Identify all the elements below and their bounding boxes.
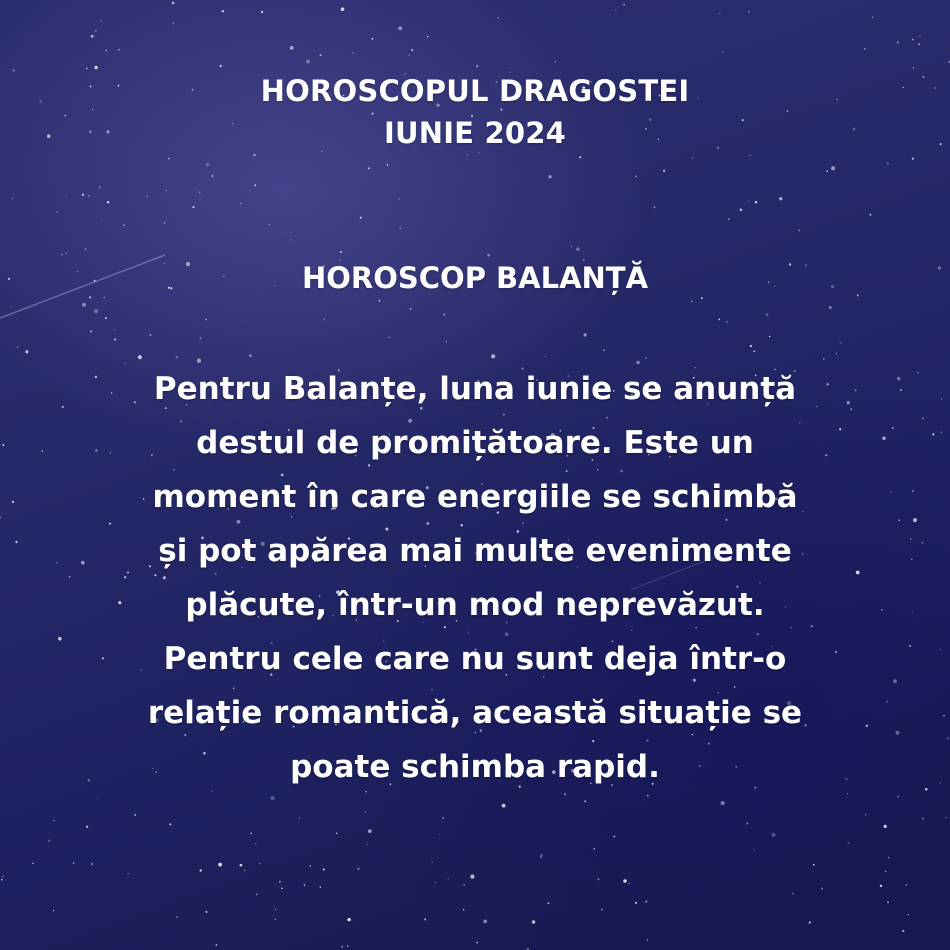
star	[290, 46, 294, 50]
paragraph-line: destul de promițătoare. Este un	[196, 425, 754, 461]
star	[149, 334, 151, 336]
star	[601, 909, 602, 910]
star	[114, 329, 115, 330]
star	[176, 916, 178, 918]
star	[829, 306, 832, 309]
star	[917, 372, 919, 374]
paragraph-line: plăcute, într-un mod neprevăzut.	[185, 587, 765, 623]
star	[613, 836, 615, 838]
star	[398, 27, 402, 31]
star	[168, 158, 170, 160]
star	[218, 863, 222, 867]
star	[114, 338, 116, 340]
star	[922, 818, 924, 820]
star	[259, 863, 260, 864]
star	[65, 194, 66, 195]
star	[2, 444, 4, 446]
star	[497, 17, 499, 19]
star	[910, 538, 911, 539]
star	[746, 822, 748, 824]
star	[96, 797, 97, 798]
star	[176, 356, 178, 358]
star	[306, 60, 310, 64]
star	[399, 228, 401, 230]
star	[897, 41, 899, 43]
star	[88, 195, 90, 197]
star	[840, 343, 841, 344]
star	[279, 881, 281, 883]
star	[912, 612, 913, 613]
star	[902, 930, 904, 932]
star	[866, 725, 868, 727]
star	[945, 817, 946, 818]
star	[491, 354, 495, 358]
star	[424, 918, 426, 920]
star	[623, 879, 627, 883]
star	[884, 825, 887, 828]
star	[623, 4, 625, 6]
star	[388, 337, 390, 339]
star	[463, 909, 465, 911]
star	[898, 519, 900, 521]
star	[940, 649, 941, 650]
star	[502, 804, 506, 808]
star	[261, 11, 263, 13]
star	[913, 67, 915, 69]
star	[813, 864, 815, 866]
star	[755, 201, 757, 203]
star	[823, 358, 825, 360]
star	[483, 919, 487, 923]
star	[82, 194, 84, 196]
star	[532, 920, 535, 923]
sign-heading: HOROSCOP BALANȚĂ	[301, 261, 649, 295]
star	[172, 2, 175, 5]
star	[792, 893, 794, 895]
star	[164, 222, 166, 224]
star	[304, 884, 306, 886]
star	[269, 224, 270, 225]
star	[81, 561, 85, 565]
star	[411, 49, 413, 51]
star	[73, 862, 75, 864]
star	[476, 65, 478, 67]
star	[540, 856, 542, 858]
star	[66, 253, 68, 255]
star	[220, 65, 222, 67]
star	[410, 308, 412, 310]
star	[897, 796, 899, 798]
star	[941, 398, 942, 399]
star	[653, 206, 655, 208]
star	[320, 887, 321, 888]
star	[323, 868, 325, 870]
star	[925, 788, 928, 791]
star	[101, 220, 102, 221]
star	[841, 341, 842, 342]
star	[427, 36, 428, 37]
star	[1, 879, 3, 881]
star	[912, 39, 914, 41]
star	[881, 609, 882, 610]
star	[635, 176, 636, 177]
star	[94, 309, 98, 313]
star	[921, 542, 923, 544]
star	[721, 801, 725, 805]
star	[912, 158, 914, 160]
star	[15, 541, 17, 543]
star	[255, 843, 257, 845]
star	[299, 817, 300, 818]
star	[645, 901, 647, 903]
star	[722, 51, 723, 52]
star	[447, 878, 449, 880]
star	[886, 700, 888, 702]
star	[540, 854, 542, 856]
star	[443, 313, 445, 315]
star	[821, 888, 823, 890]
star	[548, 175, 551, 178]
star	[809, 921, 811, 923]
star	[943, 715, 945, 717]
star	[310, 865, 311, 866]
star	[199, 191, 201, 193]
star	[893, 679, 897, 683]
star	[365, 811, 366, 812]
star	[748, 11, 749, 12]
star	[85, 248, 87, 250]
star	[138, 355, 142, 359]
star	[692, 157, 694, 159]
star	[647, 795, 649, 797]
star	[663, 169, 666, 172]
star	[869, 214, 871, 216]
star	[91, 863, 93, 865]
star	[275, 919, 276, 920]
star	[367, 844, 368, 845]
star	[0, 516, 1, 518]
star	[200, 869, 202, 871]
star	[254, 184, 256, 186]
star	[249, 354, 252, 357]
star	[368, 167, 370, 169]
star	[82, 303, 86, 307]
star	[240, 864, 243, 867]
star	[173, 23, 175, 25]
star	[913, 518, 917, 522]
star	[615, 9, 616, 10]
star	[885, 870, 887, 872]
star	[398, 198, 400, 200]
star	[107, 201, 109, 203]
star	[270, 796, 274, 800]
star	[646, 939, 648, 941]
star	[352, 52, 353, 53]
star	[200, 337, 202, 339]
star	[779, 197, 782, 200]
star	[244, 870, 245, 871]
star	[947, 737, 949, 739]
star	[147, 196, 148, 197]
star	[409, 55, 410, 56]
star	[446, 341, 447, 342]
star	[836, 353, 837, 354]
star	[919, 36, 920, 37]
star	[896, 731, 900, 735]
star	[583, 333, 586, 336]
star	[740, 209, 743, 212]
star	[726, 321, 728, 323]
paragraph-line: poate schimba rapid.	[290, 749, 660, 785]
star	[593, 848, 595, 850]
star	[281, 888, 283, 890]
star	[323, 318, 325, 320]
star	[584, 800, 586, 802]
paragraph-line: și pot apărea mai multe evenimente	[158, 533, 792, 569]
star	[766, 314, 768, 316]
star	[205, 911, 207, 913]
star	[42, 450, 43, 451]
star	[547, 902, 549, 904]
star	[603, 349, 605, 351]
star	[94, 66, 97, 69]
star	[17, 346, 19, 348]
star	[892, 427, 894, 429]
star	[222, 10, 224, 12]
star	[341, 7, 345, 11]
star	[253, 154, 255, 156]
star	[597, 878, 599, 880]
star	[555, 61, 557, 63]
page-subtitle-date: IUNIE 2024	[383, 116, 567, 150]
star	[368, 829, 372, 833]
star	[442, 817, 444, 819]
star	[908, 914, 909, 915]
star	[212, 175, 214, 177]
star	[56, 211, 58, 213]
star	[86, 826, 88, 828]
star	[890, 492, 891, 493]
star	[912, 490, 914, 492]
star	[918, 43, 920, 45]
star	[909, 645, 911, 647]
star	[435, 882, 437, 884]
star	[86, 68, 88, 70]
star	[216, 944, 218, 946]
star	[62, 406, 64, 408]
star	[882, 436, 886, 440]
star	[127, 873, 129, 875]
star	[941, 432, 942, 433]
star	[90, 331, 92, 333]
paragraph-line: moment în care energiile se schimbă	[152, 479, 798, 515]
star	[12, 198, 13, 199]
star	[753, 350, 755, 352]
star	[798, 229, 800, 231]
star	[911, 559, 912, 560]
star	[897, 377, 901, 381]
star	[431, 861, 433, 863]
star	[887, 901, 889, 903]
star	[25, 350, 28, 353]
star	[571, 246, 572, 247]
star	[906, 884, 908, 886]
paragraph-line: relație romantică, această situație se	[147, 695, 803, 731]
star	[91, 35, 94, 38]
star	[880, 885, 882, 887]
star	[193, 206, 195, 208]
star	[887, 162, 889, 164]
horoscope-paragraph	[90, 362, 860, 794]
star	[728, 218, 730, 220]
star	[69, 576, 71, 578]
star	[864, 48, 866, 50]
star	[123, 224, 124, 225]
star	[754, 849, 756, 851]
star	[750, 155, 751, 156]
star	[169, 823, 171, 825]
star	[166, 190, 167, 191]
star	[341, 946, 343, 948]
star	[12, 501, 14, 503]
star	[748, 200, 749, 201]
star	[826, 170, 828, 172]
star	[99, 186, 101, 188]
star	[320, 54, 322, 56]
star	[105, 317, 107, 319]
star	[750, 345, 752, 347]
star	[848, 842, 850, 844]
star	[718, 319, 720, 321]
star	[32, 863, 33, 864]
star	[940, 782, 941, 783]
star	[691, 301, 693, 303]
star	[101, 20, 103, 22]
star	[576, 247, 580, 251]
star	[932, 433, 934, 435]
star	[106, 50, 108, 52]
star	[336, 833, 338, 835]
page-title: HOROSCOPUL DRAGOSTEI	[260, 74, 690, 108]
title-block	[0, 70, 950, 154]
star	[118, 49, 120, 51]
star	[347, 945, 348, 946]
star	[470, 875, 474, 879]
star	[379, 300, 381, 302]
star	[719, 13, 720, 14]
star	[340, 251, 342, 253]
star	[629, 883, 630, 884]
star	[387, 164, 389, 166]
star	[205, 319, 207, 321]
paragraph-line: Pentru Balanțe, luna iunie se anunță	[153, 371, 797, 407]
star	[371, 38, 373, 40]
star	[206, 163, 209, 166]
star	[53, 820, 54, 821]
star	[476, 942, 478, 944]
star	[95, 30, 97, 32]
star	[275, 908, 277, 910]
star	[865, 814, 867, 816]
star	[58, 637, 62, 641]
star	[56, 562, 58, 564]
star	[256, 893, 258, 895]
star	[463, 884, 465, 886]
star	[900, 389, 902, 391]
star	[769, 336, 771, 338]
paragraph-line: Pentru cele care nu sunt deja într-o	[163, 641, 787, 677]
star	[290, 239, 291, 240]
star	[545, 356, 547, 358]
star	[240, 203, 241, 204]
star	[467, 154, 468, 155]
star	[872, 16, 873, 17]
star	[439, 834, 440, 835]
star	[357, 868, 359, 870]
star	[250, 832, 252, 834]
star	[61, 254, 63, 256]
star	[888, 857, 889, 858]
star	[48, 840, 50, 842]
star	[772, 833, 776, 837]
star	[347, 918, 350, 921]
star	[360, 217, 362, 219]
star	[53, 910, 54, 911]
star	[134, 814, 136, 816]
star	[922, 418, 923, 419]
star	[2, 876, 4, 878]
star	[635, 902, 637, 904]
star	[831, 166, 835, 170]
star	[645, 357, 646, 358]
star	[579, 156, 581, 158]
